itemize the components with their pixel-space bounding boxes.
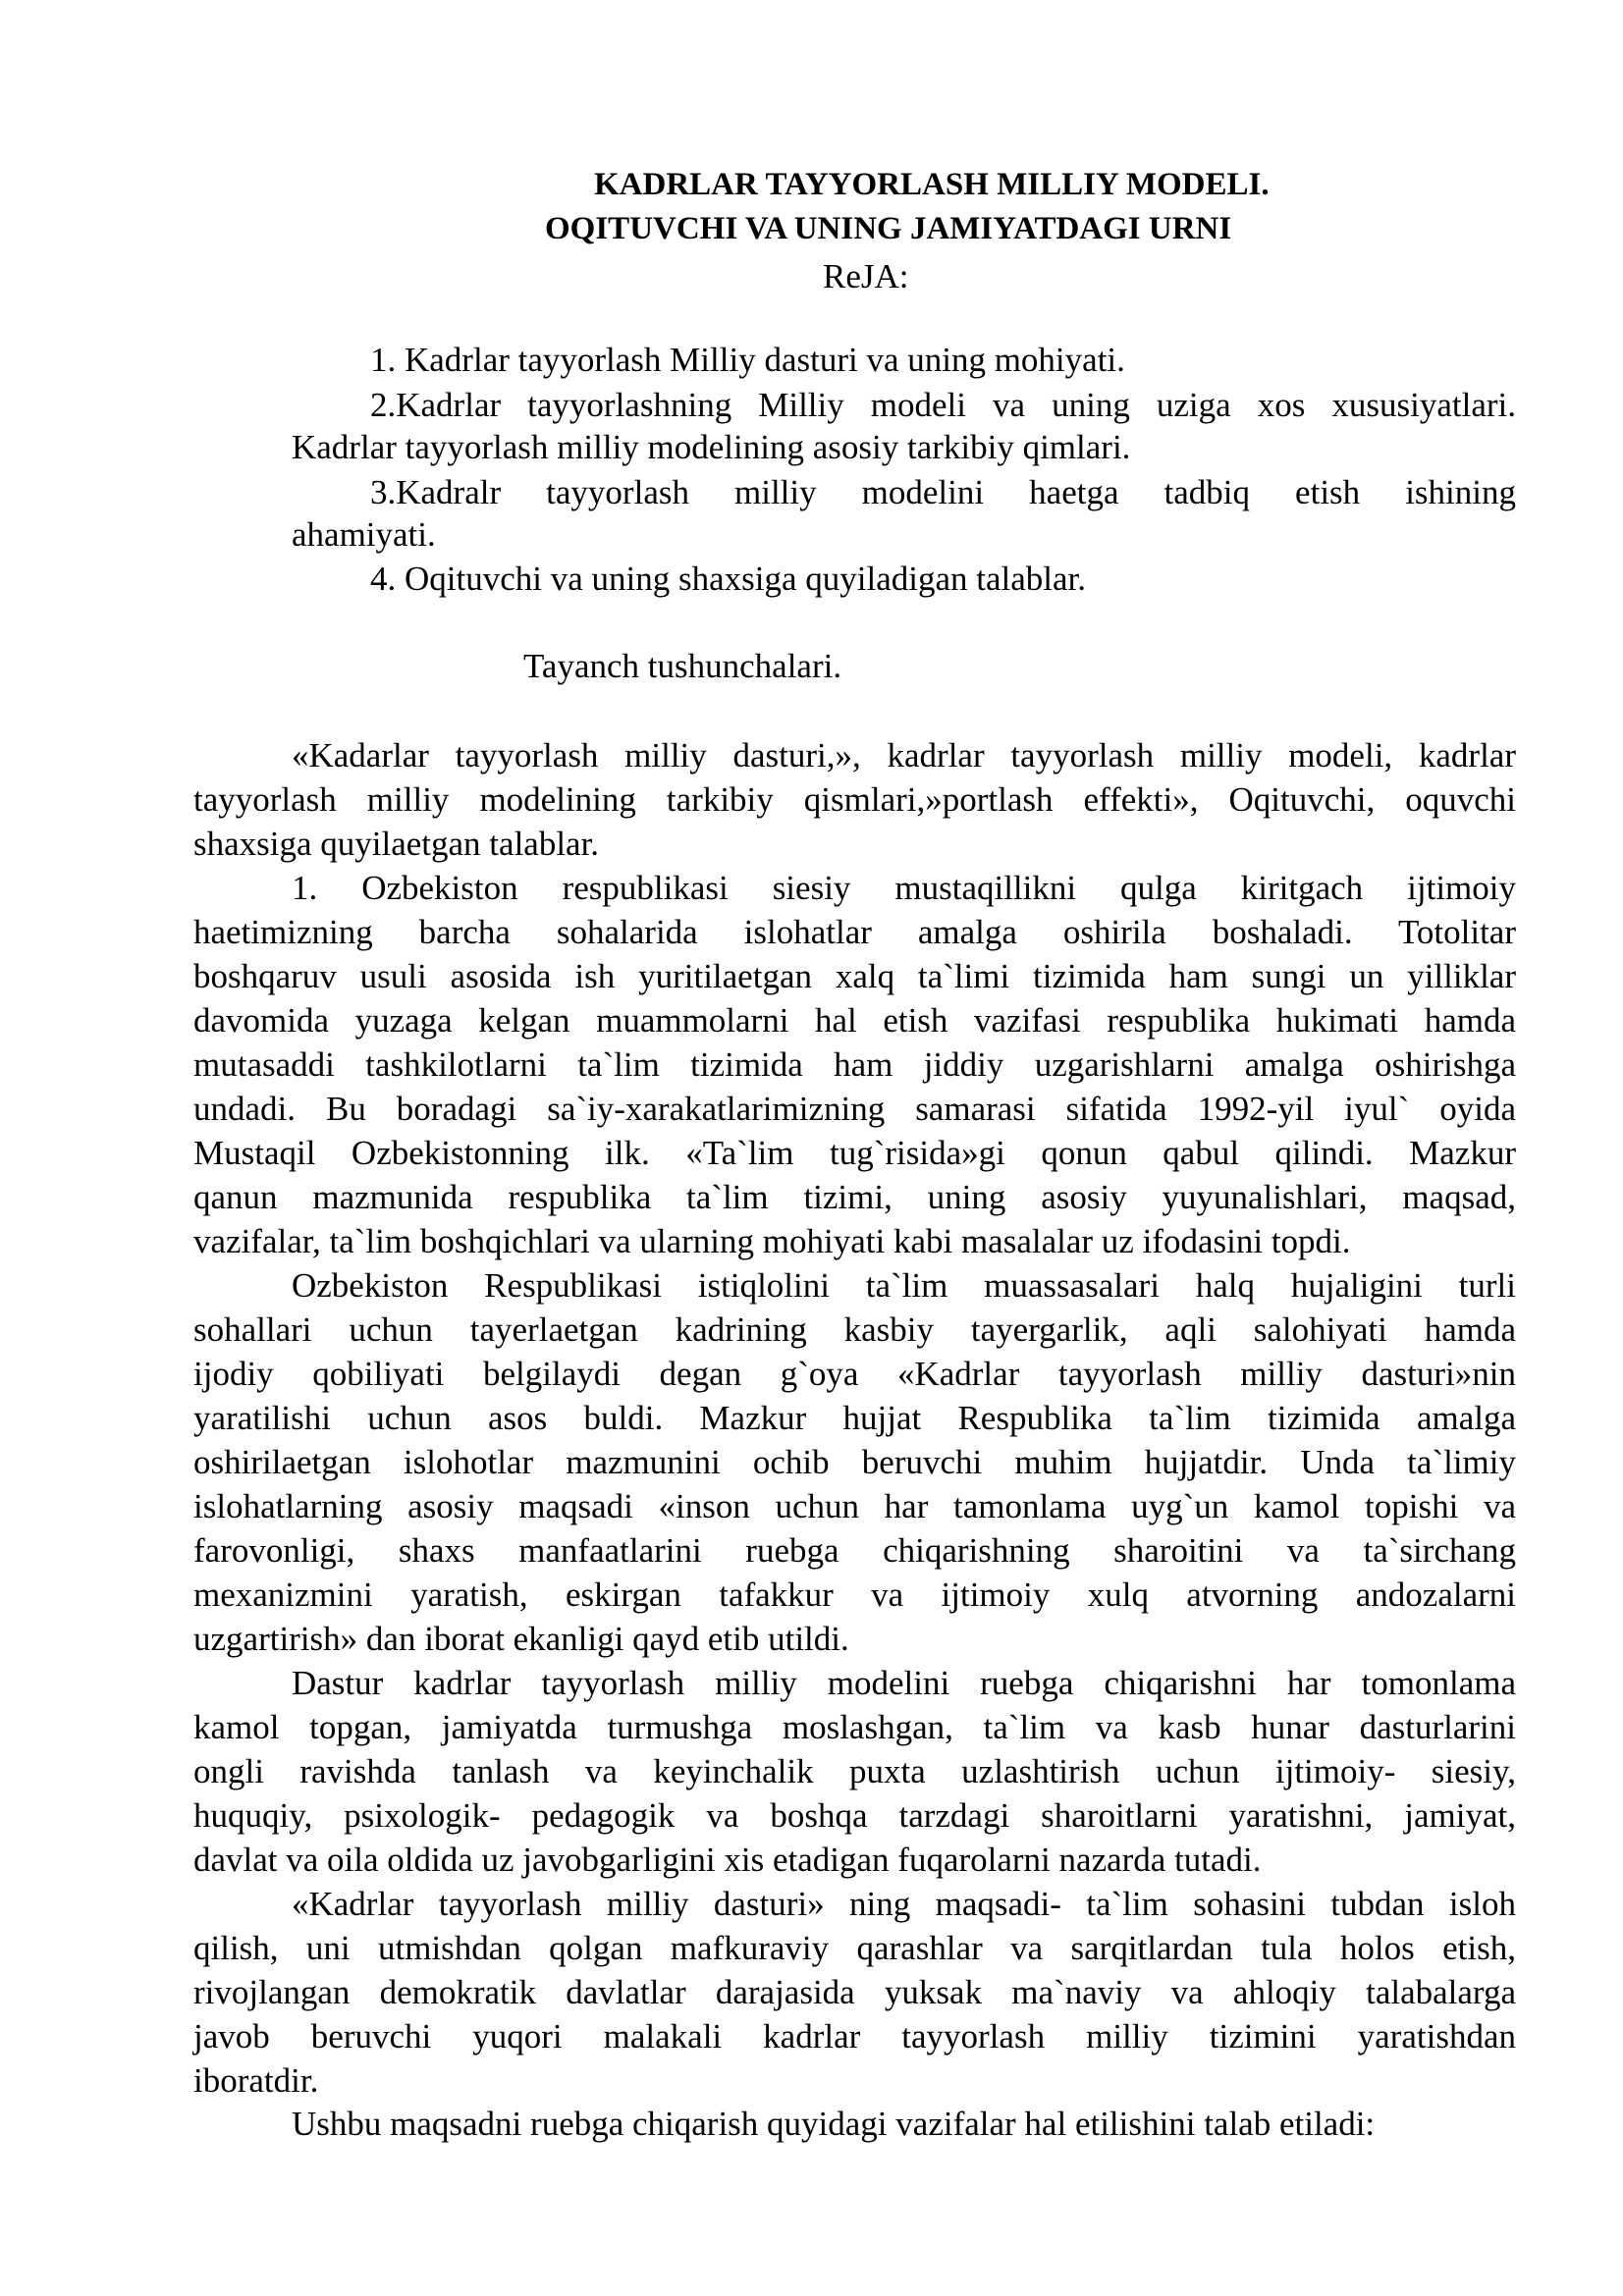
paragraph-2-line-3: boshqaruv usuli asosida ish yuritilaetgan xalq ta`limi tizimida ham sungi un yilliklar (193, 957, 1516, 995)
keywords-heading: Tayanch tushunchalari. (523, 647, 842, 685)
paragraph-2-line-4: davomida yuzaga kelgan muammolarni hal etish vazifasi respublika hukimati hamda (193, 1001, 1516, 1040)
paragraph-3-line-7: farovonligi, shaxs manfaatlarini ruebga chiqarishning sharoitini va ta`sirchang (193, 1531, 1516, 1570)
document-title-line-1: KADRLAR TAYYORLASH MILLIY MODELI. (594, 167, 1270, 202)
plan-item-3: 3.Kadralr tayyorlash milliy modelini haetga tadbiq etish ishining (370, 473, 1516, 511)
paragraph-4-line-3: ongli ravishda tanlash va keyinchalik puxta uzlashtirish uchun ijtimoiy- siesiy, (193, 1752, 1516, 1790)
paragraph-4-line-4: huquqiy, psixologik- pedagogik va boshqa tarzdagi sharoitlarni yaratishni, jamiyat, (193, 1796, 1516, 1835)
paragraph-2-line-9: vazifalar, ta`lim boshqichlari va ularning mohiyati kabi masalalar uz ifodasini topdi. (193, 1222, 1351, 1260)
document-title-line-2: OQITUVCHI VA UNING JAMIYATDAGI URNI (545, 211, 1232, 246)
plan-item-3-continued: ahamiyati. (292, 515, 436, 554)
paragraph-5-line-2: qilish, uni utmishdan qolgan mafkuraviy qarashlar va sarqitlardan tula holos etish, (193, 1929, 1516, 1967)
paragraph-5-line-5: iboratdir. (193, 2061, 319, 2100)
plan-item-4: 4. Oqituvchi va uning shaxsiga quyiladigan talablar. (370, 560, 1087, 598)
paragraph-3-line-4: yaratilishi uchun asos buldi. Mazkur hujjat Respublika ta`lim tizimida amalga (193, 1399, 1516, 1437)
paragraph-4-line-5: davlat va oila oldida uz javobgarligini xis etadigan fuqarolarni nazarda tutadi. (193, 1841, 1262, 1879)
plan-item-2: 2.Kadrlar tayyorlashning Milliy modeli va uning uziga xos xususiyatlari. (370, 386, 1516, 424)
paragraph-3-line-8: mexanizmini yaratish, eskirgan tafakkur va ijtimoiy xulq atvorning andozalarni (193, 1575, 1516, 1614)
paragraph-4-line-2: kamol topgan, jamiyatda turmushga moslashgan, ta`lim va kasb hunar dasturlarini (193, 1708, 1516, 1746)
paragraph-6-line-1: Ushbu maqsadni ruebga chiqarish quyidagi vazifalar hal etilishini talab etiladi: (292, 2105, 1376, 2143)
paragraph-2-line-5: mutasaddi tashkilotlarni ta`lim tizimida ham jiddiy uzgarishlarni amalga oshirishga (193, 1045, 1516, 1084)
paragraph-1-line-2: tayyorlash milliy modelining tarkibiy qismlari,»portlash effekti», Oqituvchi, oquvchi (193, 780, 1516, 819)
paragraph-3-line-3: ijodiy qobiliyati belgilaydi degan g`oya «Kadrlar tayyorlash milliy dasturi»nin (193, 1355, 1516, 1393)
paragraph-4-line-1: Dastur kadrlar tayyorlash milliy modelini ruebga chiqarishni har tomonlama (292, 1664, 1516, 1702)
plan-item-2-continued: Kadrlar tayyorlash milliy modelining asosiy tarkibiy qimlari. (292, 428, 1131, 466)
paragraph-3-line-1: Ozbekiston Respublikasi istiqlolini ta`lim muassasalari halq hujaligini turli (292, 1266, 1516, 1305)
paragraph-1-line-1: «Kadarlar tayyorlash milliy dasturi,», kadrlar tayyorlash milliy modeli, kadrlar (292, 736, 1516, 774)
paragraph-5-line-4: javob beruvchi yuqori malakali kadrlar tayyorlash milliy tizimini yaratishdan (193, 2017, 1516, 2056)
paragraph-3-line-5: oshirilaetgan islohotlar mazmunini ochib beruvchi muhim hujjatdir. Unda ta`limiy (193, 1443, 1516, 1481)
paragraph-2-line-2: haetimizning barcha sohalarida islohatlar amalga oshirila boshaladi. Totolitar (193, 913, 1516, 951)
paragraph-3-line-9: uzgartirish» dan iborat ekanligi qayd etib utildi. (193, 1620, 849, 1658)
paragraph-2-line-1: 1. Ozbekiston respublikasi siesiy mustaqillikni qulga kiritgach ijtimoiy (292, 869, 1516, 907)
paragraph-2-line-7: Mustaqil Ozbekistonning ilk. «Ta`lim tug`risida»gi qonun qabul qilindi. Mazkur (193, 1134, 1516, 1172)
plan-heading: ReJA: (823, 257, 909, 295)
paragraph-2-line-8: qanun mazmunida respublika ta`lim tizimi, uning asosiy yuyunalishlari, maqsad, (193, 1178, 1516, 1216)
paragraph-5-line-1: «Kadrlar tayyorlash milliy dasturi» ning maqsadi- ta`lim sohasini tubdan isloh (292, 1885, 1516, 1923)
paragraph-2-line-6: undadi. Bu boradagi sa`iy-xarakatlarimizning samarasi sifatida 1992-yil iyul` oyida (193, 1090, 1516, 1128)
paragraph-5-line-3: rivojlangan demokratik davlatlar darajasida yuksak ma`naviy va ahloqiy talabalarga (193, 1973, 1516, 2011)
paragraph-3-line-6: islohatlarning asosiy maqsadi «inson uchun har tamonlama uyg`un kamol topishi va (193, 1487, 1516, 1525)
paragraph-1-line-3: shaxsiga quyilaetgan talablar. (193, 825, 600, 863)
plan-item-1: 1. Kadrlar tayyorlash Milliy dasturi va uning mohiyati. (370, 341, 1125, 379)
paragraph-3-line-2: sohallari uchun tayerlaetgan kadrining kasbiy tayergarlik, aqli salohiyati hamda (193, 1310, 1516, 1349)
